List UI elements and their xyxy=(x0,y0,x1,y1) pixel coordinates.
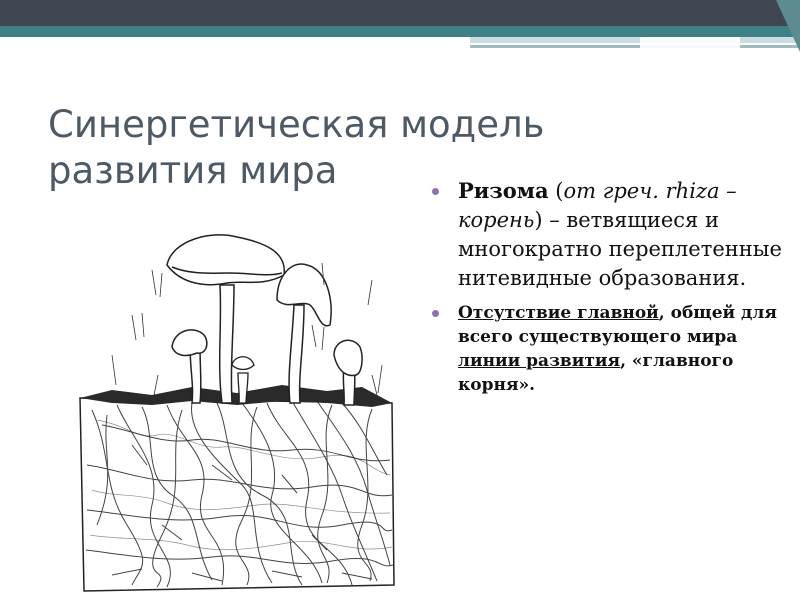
bullet-content xyxy=(432,176,787,397)
header-bar-dark xyxy=(0,0,800,26)
header-accent-line xyxy=(470,45,800,48)
bullet-main-line xyxy=(432,301,787,397)
definition-text: ветвящиеся и многократно переплетенные нитевидные образования. xyxy=(458,208,782,290)
bullet-dot-icon xyxy=(432,188,439,195)
slide-title: Синергетическая модель развития мира xyxy=(48,103,545,192)
paren-close: ) xyxy=(534,208,543,232)
underlined-phrase-line: линии развития xyxy=(458,351,621,371)
mushroom-medium xyxy=(277,264,331,403)
corner-triangle-decoration xyxy=(776,0,800,52)
bullet-rhizome-definition xyxy=(432,176,787,293)
paren-open: ( xyxy=(548,179,564,203)
bullet-2-text-a: , общей для всего существующего мира xyxy=(458,303,777,347)
underlined-phrase-main: Отсутствие главной xyxy=(458,303,659,323)
etymology: от греч. rhiza – корень xyxy=(458,179,737,232)
soil-block xyxy=(80,385,394,591)
mushroom-large xyxy=(167,235,284,403)
bullet-2-text-b: , «главного корня». xyxy=(458,351,734,395)
term-rhizome: Ризома xyxy=(458,178,549,203)
bullet-dot-icon xyxy=(432,310,439,317)
rhizome-mushroom-illustration xyxy=(72,225,402,593)
dash: – xyxy=(542,208,567,232)
bullet-list xyxy=(432,176,787,397)
header-accent-light xyxy=(470,37,800,43)
header-accent-white xyxy=(640,37,740,48)
header-bar-teal xyxy=(0,26,800,37)
